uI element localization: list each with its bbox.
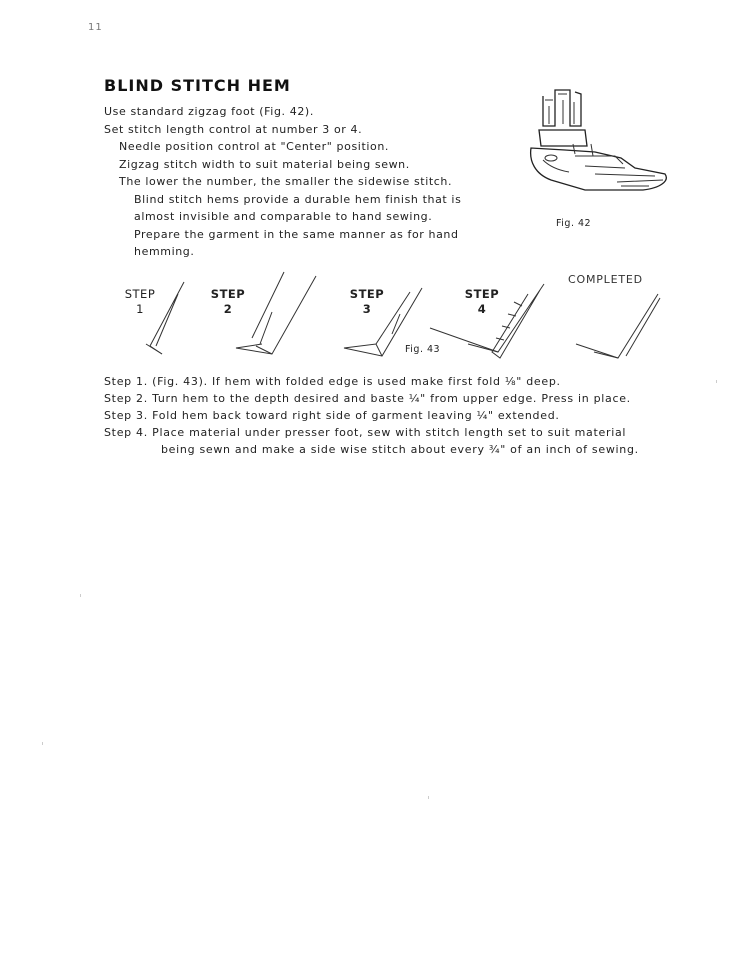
scan-speck [42, 742, 43, 745]
instruction-line: The lower the number, the smaller the sidewise stitch. [119, 175, 453, 188]
step1-fold-drawing [140, 280, 190, 360]
instruction-line: Prepare the garment in the same manner as for hand [134, 228, 459, 241]
step-number: 3 [362, 302, 372, 316]
instruction-line: almost invisible and comparable to hand sewing. [134, 210, 433, 223]
scan-speck [428, 796, 429, 799]
completed-fold-drawing [574, 292, 664, 366]
instruction-line: hemming. [134, 245, 195, 258]
step-number: 2 [223, 302, 233, 316]
zigzag-foot-illustration [525, 86, 675, 206]
step-number: 4 [477, 302, 487, 316]
instruction-line: Needle position control at "Center" position. [119, 140, 390, 153]
step4-fold-drawing [428, 282, 548, 368]
step-word: STEP [210, 287, 246, 301]
instruction-line: Use standard zigzag foot (Fig. 42). [104, 105, 314, 118]
scan-speck [716, 380, 717, 383]
scan-speck [80, 594, 81, 597]
step-word: STEP [349, 287, 385, 301]
step-line: Step 3. Fold hem back toward right side of garment leaving ¼" extended. [104, 409, 560, 422]
step-word: STEP [464, 287, 500, 301]
instruction-line: Blind stitch hems provide a durable hem finish that is [134, 193, 462, 206]
step-line: Step 2. Turn hem to the depth desired and baste ¼" from upper edge. Press in place. [104, 392, 631, 405]
step3-fold-drawing [340, 284, 430, 366]
instruction-line: Zigzag stitch width to suit material being sewn. [119, 158, 410, 171]
step-word: STEP [124, 287, 156, 301]
step-line: Step 1. (Fig. 43). If hem with folded edge is used make first fold ⅛" deep. [104, 375, 561, 388]
section-title: BLIND STITCH HEM [104, 76, 291, 95]
step-line: Step 4. Place material under presser foot, sew with stitch length set to suit material [104, 426, 627, 439]
fig42-caption: Fig. 42 [556, 218, 592, 229]
instruction-line: Set stitch length control at number 3 or 4. [104, 123, 363, 136]
step2-fold-drawing [232, 268, 322, 358]
page-number: 11 [88, 22, 103, 33]
fig43-caption: Fig. 43 [405, 344, 441, 355]
step-number: 1 [136, 302, 144, 316]
completed-label: COMPLETED [568, 273, 643, 286]
step-line: being sewn and make a side wise stitch about every ¾" of an inch of sewing. [161, 443, 639, 456]
